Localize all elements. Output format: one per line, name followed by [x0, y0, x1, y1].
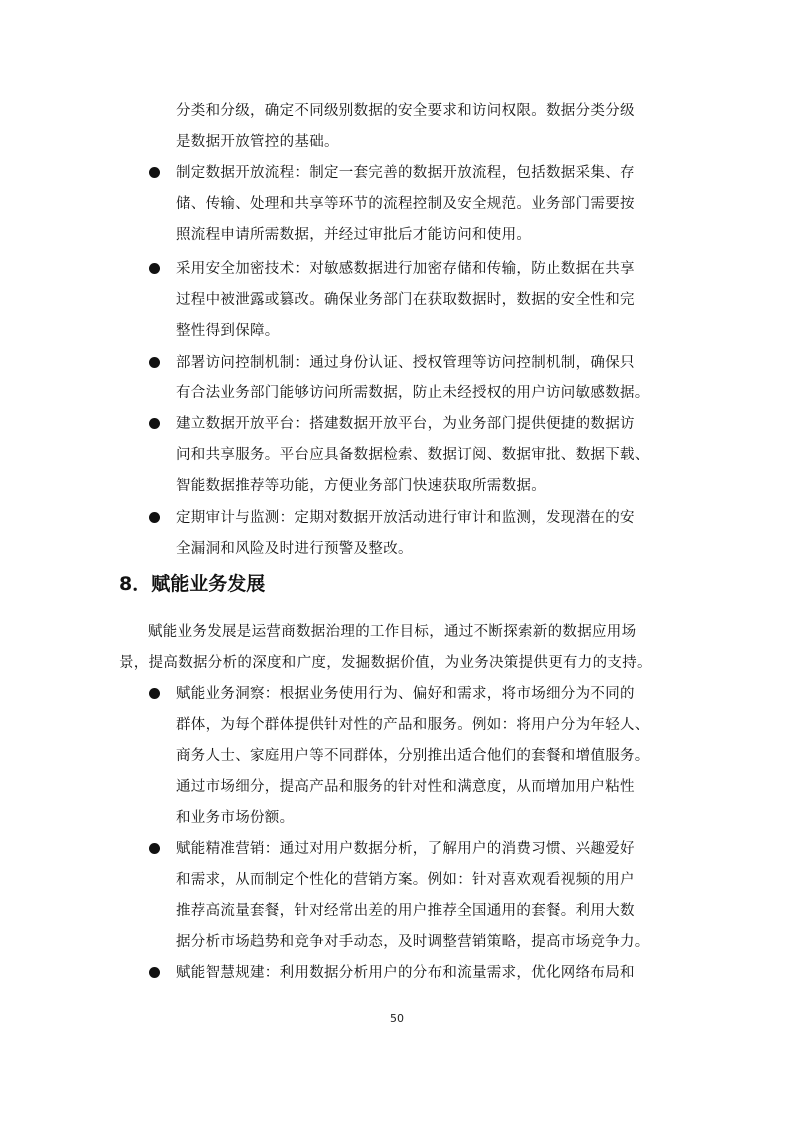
- list-item-line: 据分析市场趋势和竞争对手动态，及时调整营销策略，提高市场竞争力。: [176, 934, 650, 950]
- bullet-icon: [149, 418, 160, 429]
- section-heading: 8．赋能业务发展: [119, 573, 266, 595]
- bullet-icon: [149, 843, 160, 854]
- list-item-line: 储、传输、处理和共享等环节的流程控制及安全规范。业务部门需要按: [176, 196, 635, 212]
- list-item-line: 和需求，从而制定个性化的营销方案。例如：针对喜欢观看视频的用户: [176, 872, 635, 888]
- bullet-icon: [149, 688, 160, 699]
- list-item-line: 建立数据开放平台：搭建数据开放平台，为业务部门提供便捷的数据访: [176, 416, 635, 432]
- intro-text-line: 景，提高数据分析的深度和广度，发掘数据价值，为业务决策提供更有力的支持。: [119, 655, 652, 671]
- list-item-line: 问和共享服务。平台应具备数据检索、数据订阅、数据审批、数据下载、: [176, 447, 650, 463]
- page-number: 50: [390, 1012, 404, 1025]
- list-item-line: 整性得到保障。: [176, 323, 280, 339]
- list-item-line: 有合法业务部门能够访问所需数据，防止未经授权的用户访问敏感数据。: [176, 385, 650, 401]
- body-text-line: 分类和分级，确定不同级别数据的安全要求和访问权限。数据分类分级: [176, 103, 635, 119]
- list-item-line: 赋能精准营销：通过对用户数据分析，了解用户的消费习惯、兴趣爱好: [176, 841, 635, 857]
- list-item-line: 赋能智慧规建：利用数据分析用户的分布和流量需求，优化网络布局和: [176, 965, 635, 981]
- list-item-line: 过程中被泄露或篡改。确保业务部门在获取数据时，数据的安全性和完: [176, 292, 635, 308]
- bullet-icon: [149, 512, 160, 523]
- list-item-line: 商务人士、家庭用户等不同群体，分别推出适合他们的套餐和增值服务。: [176, 748, 650, 764]
- bullet-icon: [149, 357, 160, 368]
- list-item-line: 和业务市场份额。: [176, 810, 295, 826]
- list-item-line: 照流程申请所需数据，并经过审批后才能访问和使用。: [176, 227, 532, 243]
- bullet-icon: [149, 967, 160, 978]
- list-item-line: 推荐高流量套餐，针对经常出差的用户推荐全国通用的套餐。利用大数: [176, 903, 635, 919]
- list-item-line: 群体，为每个群体提供针对性的产品和服务。例如：将用户分为年轻人、: [176, 717, 650, 733]
- list-item-line: 赋能业务洞察：根据业务使用行为、偏好和需求，将市场细分为不同的: [176, 686, 635, 702]
- list-item-line: 定期审计与监测：定期对数据开放活动进行审计和监测，发现潜在的安: [176, 510, 635, 526]
- list-item-line: 部署访问控制机制：通过身份认证、授权管理等访问控制机制，确保只: [176, 355, 635, 371]
- list-item-line: 智能数据推荐等功能，方便业务部门快速获取所需数据。: [176, 478, 546, 494]
- list-item-line: 采用安全加密技术：对敏感数据进行加密存储和传输，防止数据在共享: [176, 261, 635, 277]
- list-item-line: 全漏洞和风险及时进行预警及整改。: [176, 541, 413, 557]
- list-item-line: 制定数据开放流程：制定一套完善的数据开放流程，包括数据采集、存: [176, 165, 635, 181]
- bullet-icon: [149, 167, 160, 178]
- list-item-line: 通过市场细分，提高产品和服务的针对性和满意度，从而增加用户粘性: [176, 779, 635, 795]
- intro-text-line: 赋能业务发展是运营商数据治理的工作目标，通过不断探索新的数据应用场: [148, 624, 637, 640]
- body-text-line: 是数据开放管控的基础。: [176, 134, 339, 150]
- bullet-icon: [149, 263, 160, 274]
